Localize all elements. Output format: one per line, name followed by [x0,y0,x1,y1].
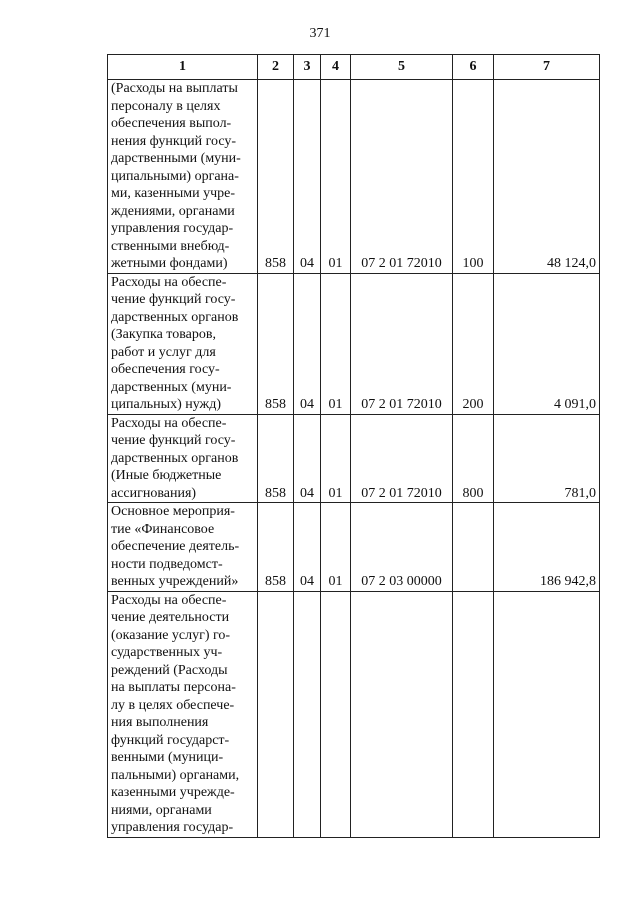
description-line: чение функций госу- [111,292,236,307]
description-line: дарственных органов [111,309,239,325]
description-line: персоналу в целях [111,98,221,114]
description-line: нения функций госу- [111,133,237,149]
admin-code-cell: 858 [258,414,294,503]
description-line: венными (муници- [111,750,224,765]
table-row [108,414,600,503]
subsection-cell: 01 [321,80,351,274]
description-line: венных учреждений» [111,574,239,589]
section-cell: 04 [294,273,321,414]
header-row [108,55,600,80]
description-line: (оказание услуг) го- [111,627,231,643]
expense-type-cell [453,591,494,837]
expense-type-cell: 800 [453,414,494,503]
description-line: жетными фондами) [111,256,228,271]
description-line: ности подведомст- [111,556,223,572]
description-line: управления государ- [111,820,234,835]
expense-type-cell: 100 [453,80,494,274]
header-col-7: 7 [494,55,600,80]
row-description [108,591,258,837]
target-article-cell [351,591,453,837]
description-line: управления государ- [111,221,234,236]
expense-type-cell [453,503,494,592]
description-line: (Расходы на выплаты [111,81,238,96]
table-row [108,80,600,274]
section-cell [294,591,321,837]
table-row [108,273,600,414]
description-line: ния выполнения [111,715,209,730]
description-line: чение деятельности [111,610,230,625]
header-col-2: 2 [258,55,294,80]
description-line: Расходы на обеспе- [111,592,227,608]
description-line: (Закупка товаров, [111,327,216,342]
amount-cell [494,591,600,837]
section-cell: 04 [294,414,321,503]
header-col-4: 4 [321,55,351,80]
section-cell: 04 [294,503,321,592]
subsection-cell [321,591,351,837]
subsection-cell: 01 [321,503,351,592]
description-line: ассигнования) [111,485,197,501]
target-article-cell: 07 2 01 72010 [351,80,453,274]
amount-cell: 4 091,0 [494,273,600,414]
description-line: ственными внебюд- [111,238,230,254]
row-description [108,80,258,274]
description-line: Расходы на обеспе- [111,415,227,431]
target-article-cell: 07 2 03 00000 [351,503,453,592]
amount-cell: 781,0 [494,414,600,503]
description-line: ждениями, органами [111,203,235,219]
description-line: реждений (Расходы [111,662,228,678]
description-line: ципальных) нужд) [111,397,222,412]
description-line: пальными) органами, [111,767,240,783]
description-line: обеспечения выпол- [111,116,232,131]
description-line: ципальными) органа- [111,168,239,184]
description-line: (Иные бюджетные [111,468,222,483]
amount-cell: 48 124,0 [494,80,600,274]
table-row [108,503,600,592]
admin-code-cell: 858 [258,273,294,414]
expense-type-cell: 200 [453,273,494,414]
budget-table [107,54,600,838]
description-line: ми, казенными учре- [111,186,236,201]
description-line: дарственными (муни- [111,151,241,166]
description-line: лу в целях обеспече- [111,697,235,713]
target-article-cell: 07 2 01 72010 [351,273,453,414]
description-line: тие «Финансовое [111,521,215,537]
description-line: казенными учрежде- [111,785,235,800]
description-line: дарственных (муни- [111,379,232,395]
description-line: сударственных уч- [111,645,223,660]
subsection-cell: 01 [321,414,351,503]
description-line: дарственных органов [111,450,239,466]
row-description [108,503,258,592]
header-col-1: 1 [108,55,258,80]
header-col-3: 3 [294,55,321,80]
section-cell: 04 [294,80,321,274]
header-col-5: 5 [351,55,453,80]
row-description [108,273,258,414]
table-row [108,591,600,837]
target-article-cell: 07 2 01 72010 [351,414,453,503]
description-line: на выплаты персона- [111,680,236,695]
description-line: работ и услуг для [111,344,216,360]
row-description [108,414,258,503]
admin-code-cell: 858 [258,80,294,274]
description-line: чение функций госу- [111,433,236,448]
description-line: Расходы на обеспе- [111,274,227,290]
description-line: Основное мероприя- [111,504,235,519]
subsection-cell: 01 [321,273,351,414]
page-number: 371 [309,26,331,41]
admin-code-cell [258,591,294,837]
admin-code-cell: 858 [258,503,294,592]
amount-cell: 186 942,8 [494,503,600,592]
description-line: обеспечение деятель- [111,539,240,554]
description-line: ниями, органами [111,802,212,818]
description-line: обеспечения госу- [111,362,220,377]
description-line: функций государст- [111,732,230,748]
header-col-6: 6 [453,55,494,80]
